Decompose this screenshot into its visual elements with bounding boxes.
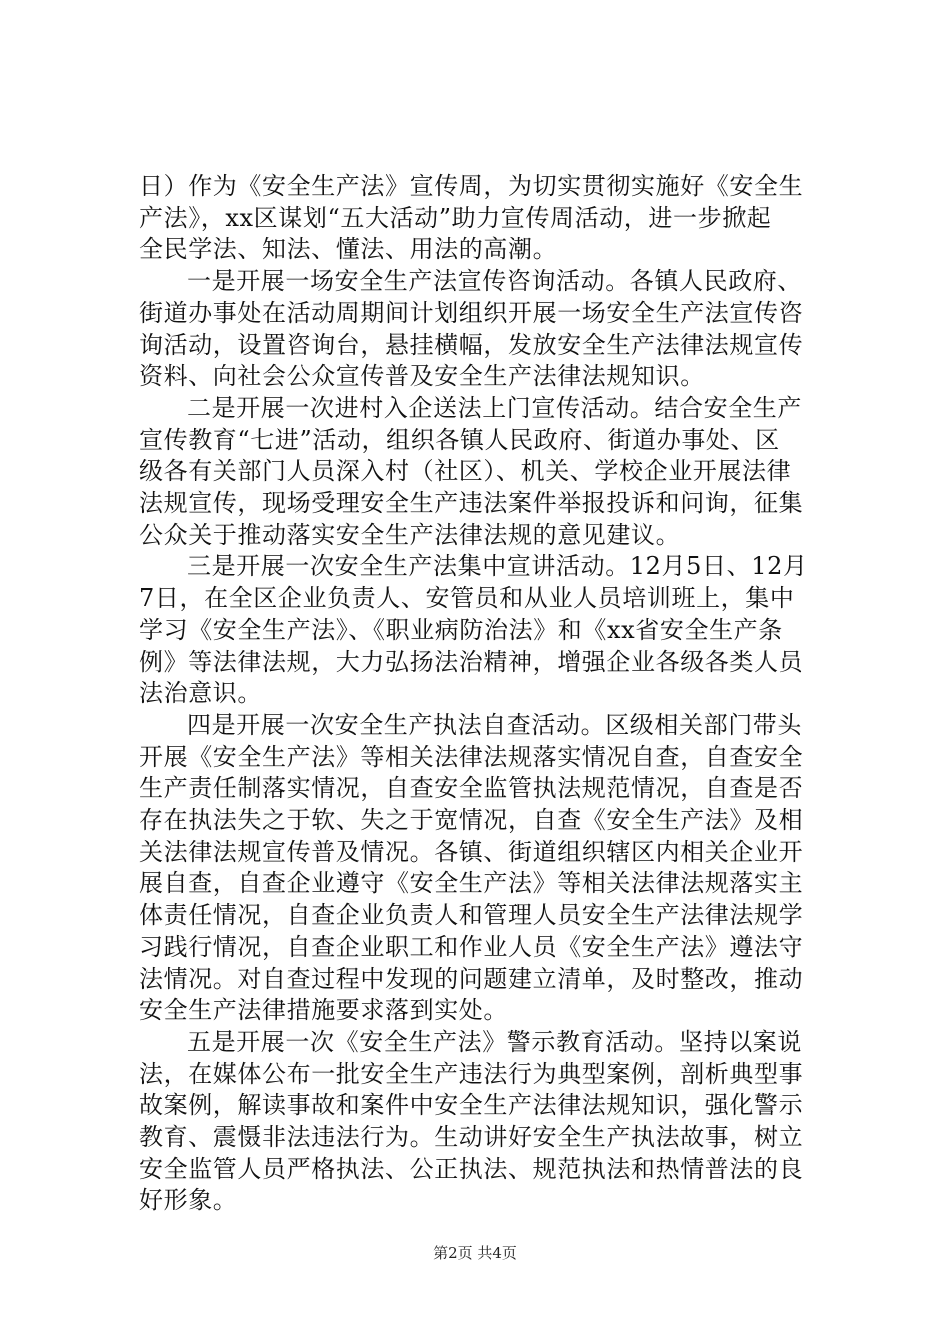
text-line: 日）作为《安全生产法》宣传周，为切实贯彻实施好《安全生 (139, 172, 804, 200)
text-line: 宣传教育“七进”活动，组织各镇人民政府、街道办事处、区 (139, 425, 780, 454)
text-line: 例》等法律法规，大力弘扬法治精神，增强企业各级各类人员 (139, 647, 804, 676)
text-line: 生产责任制落实情况，自查安全监管执法规范情况，自查是否 (139, 774, 804, 803)
text-line: 三是开展一次安全生产法集中宣讲活动。12月5日、12月 (187, 552, 808, 581)
text-line: 关法律法规宣传普及情况。各镇、街道组织辖区内相关企业开 (139, 837, 804, 866)
text-line: 公众关于推动落实安全生产法律法规的意见建议。 (139, 520, 681, 549)
text-line: 询活动，设置咨询台，悬挂横幅，发放安全生产法律法规宣传 (139, 330, 804, 359)
text-line: 习践行情况，自查企业职工和作业人员《安全生产法》遵法守 (139, 932, 804, 961)
page-footer: 第2页 共4页 (433, 1244, 517, 1262)
text-line: 好形象。 (139, 1186, 238, 1215)
text-line: 街道办事处在活动周期间计划组织开展一场安全生产法宣传咨 (139, 298, 804, 327)
text-line: 资料、向社会公众宣传普及安全生产法律法规知识。 (139, 362, 705, 391)
text-line: 法，在媒体公布一批安全生产违法行为典型案例，剖析典型事 (139, 1059, 804, 1088)
text-line: 安全生产法律措施要求落到实处。 (139, 996, 508, 1025)
text-line: 安全监管人员严格执法、公正执法、规范执法和热情普法的良 (139, 1154, 804, 1183)
text-line: 7日，在全区企业负责人、安管员和从业人员培训班上，集中 (139, 584, 795, 613)
text-line: 法治意识。 (139, 679, 262, 708)
text-line: 开展《安全生产法》等相关法律法规落实情况自查，自查安全 (139, 742, 804, 771)
text-line: 级各有关部门人员深入村（社区）、机关、学校企业开展法律 (139, 457, 792, 486)
text-line: 产法》，xx区谋划“五大活动”助力宣传周活动，进一步掀起 (139, 203, 772, 232)
text-line: 展自查，自查企业遵守《安全生产法》等相关法律法规落实主 (139, 869, 804, 898)
text-line: 体责任情况，自查企业负责人和管理人员安全生产法律法规学 (139, 901, 804, 930)
text-line: 全民学法、知法、懂法、用法的高潮。 (139, 235, 558, 264)
text-line: 教育、震慑非法违法行为。生动讲好安全生产执法故事，树立 (139, 1123, 804, 1151)
text-line: 学习《安全生产法》、《职业病防治法》和《xx省安全生产条 (139, 615, 783, 644)
text-line: 故案例，解读事故和案件中安全生产法律法规知识，强化警示 (139, 1091, 804, 1120)
text-line: 五是开展一次《安全生产法》警示教育活动。坚持以案说 (187, 1027, 802, 1056)
text-line: 一是开展一场安全生产法宣传咨询活动。各镇人民政府、 (187, 267, 802, 296)
text-line: 存在执法失之于软、失之于宽情况，自查《安全生产法》及相 (139, 806, 804, 834)
text-line: 法情况。对自查过程中发现的问题建立清单，及时整改，推动 (139, 964, 804, 993)
text-line: 法规宣传，现场受理安全生产违法案件举报投诉和问询，征集 (139, 489, 804, 517)
text-line: 二是开展一次进村入企送法上门宣传活动。结合安全生产 (187, 393, 802, 422)
text-line: 四是开展一次安全生产执法自查活动。区级相关部门带头 (187, 710, 802, 739)
